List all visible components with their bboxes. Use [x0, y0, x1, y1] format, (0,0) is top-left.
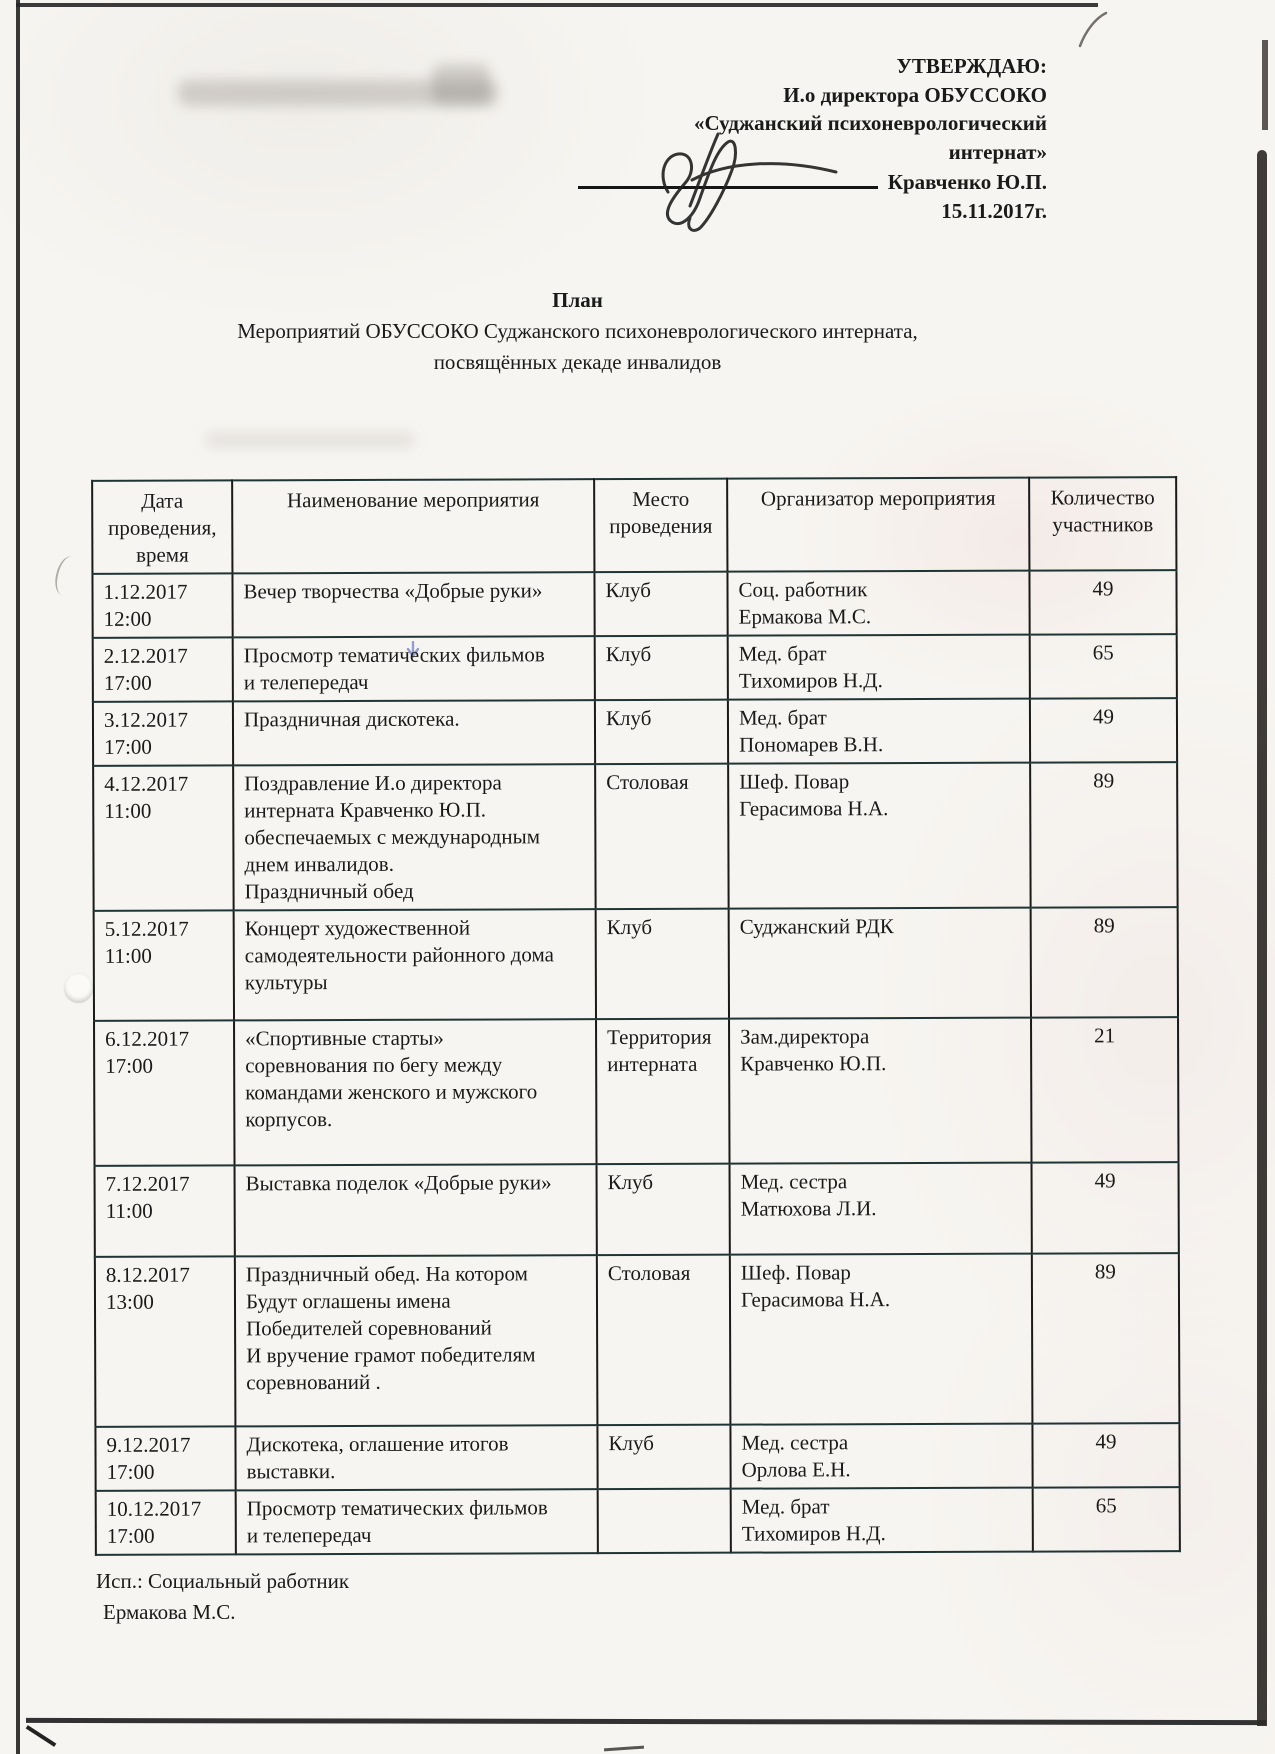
table-row: [95, 1162, 1179, 1257]
events-table-wrap: [91, 476, 1181, 1556]
event-organizer-cell: Шеф. Повар Герасимова Н.А.: [730, 1254, 1033, 1425]
participants-count-cell: 49: [1032, 1423, 1179, 1488]
participants-count-cell: 65: [1030, 634, 1177, 699]
header-cell: Наименование мероприятия: [232, 479, 594, 573]
header-cell: Организатор мероприятия: [727, 478, 1029, 572]
table-row: [96, 1487, 1180, 1555]
event-place-cell: Территория интерната: [596, 1019, 730, 1164]
event-place-cell: Клуб: [595, 700, 728, 764]
participants-count-cell: 21: [1031, 1017, 1179, 1163]
event-name-cell: Просмотр тематических фильмов и телепередач: [236, 1489, 598, 1554]
participants-count-cell: 89: [1030, 762, 1178, 908]
event-name-cell: Вечер творчества «Добрые руки»: [232, 572, 594, 637]
scan-edge-right: [1257, 150, 1267, 1726]
event-datetime-cell: 4.12.2017 11:00: [93, 765, 234, 910]
executor-name: Ермакова М.С.: [103, 1600, 236, 1624]
event-organizer-cell: Шеф. Повар Герасимова Н.А.: [728, 763, 1031, 909]
event-organizer-cell: Соц. работник Ермакова М.С.: [727, 571, 1029, 636]
title-line-1: План: [552, 288, 603, 312]
approval-date: 15.11.2017г.: [941, 198, 1047, 223]
scan-edge-left: [16, 0, 20, 1754]
event-organizer-cell: Суджанский РДК: [729, 908, 1031, 1019]
document-title: [95, 285, 1060, 378]
event-datetime-cell: 9.12.2017 17:00: [95, 1426, 235, 1490]
event-name-cell: Праздничная дискотека.: [233, 700, 595, 765]
scan-edge-top: [16, 3, 1098, 7]
event-organizer-cell: Мед. сестра Матюхова Л.И.: [730, 1163, 1032, 1255]
table-row: [93, 634, 1177, 702]
paper-fold-mark: [51, 554, 82, 598]
participants-count-cell: 49: [1030, 698, 1177, 763]
event-datetime-cell: 3.12.2017 17:00: [93, 701, 233, 765]
event-name-cell: Поздравление И.о директора интерната Кравченко Ю.П. обеспечаемых с международным днем инвалидов. Праздничный обед: [233, 764, 596, 910]
event-name-cell: Просмотр тематических фильмов и телепередач: [233, 636, 595, 701]
table-body: [92, 570, 1179, 1555]
event-datetime-cell: 2.12.2017 17:00: [93, 637, 233, 701]
bleedthrough-smudge: [205, 432, 415, 448]
table-row: [92, 570, 1176, 638]
event-name-cell: Дискотека, оглашение итогов выставки.: [235, 1425, 597, 1490]
event-place-cell: Столовая: [597, 1255, 731, 1425]
table-row: [95, 1253, 1180, 1427]
scan-edge-bottom: [26, 1718, 1266, 1725]
header-cell: Место проведения: [594, 479, 727, 572]
title-line-2: Мероприятий ОБУССОКО Суджанского психоневрологического интерната,: [237, 319, 918, 343]
participants-count-cell: 89: [1032, 1253, 1180, 1424]
event-name-cell: «Спортивные старты» соревнования по бегу между командами женского и мужского корпусов.: [234, 1019, 597, 1165]
event-datetime-cell: 7.12.2017 11:00: [95, 1165, 235, 1256]
event-datetime-cell: 6.12.2017 17:00: [94, 1020, 235, 1165]
event-organizer-cell: Мед. брат Тихомиров Н.Д.: [728, 635, 1030, 700]
event-name-cell: Праздничный обед. На котором Будут оглашены имена Победителей соревнований И вручение грамот победителям соревнований .: [235, 1255, 598, 1426]
title-line-3: посвящённых декаде инвалидов: [433, 350, 722, 374]
scan-bottom-mark: [604, 1746, 644, 1752]
events-table: [91, 476, 1181, 1556]
header-cell: Количество участников: [1029, 477, 1176, 571]
signatory-name: Кравченко Ю.П.: [887, 170, 1047, 194]
approval-line-org-2: интернат»: [948, 139, 1047, 164]
table-row: [93, 698, 1177, 766]
event-datetime-cell: 8.12.2017 13:00: [95, 1256, 236, 1426]
event-organizer-cell: Зам.директора Кравченко Ю.П.: [729, 1018, 1032, 1164]
participants-count-cell: 65: [1033, 1487, 1180, 1552]
event-datetime-cell: 5.12.2017 11:00: [94, 910, 234, 1020]
event-place-cell: Клуб: [597, 1425, 730, 1489]
hole-punch: [64, 974, 93, 1003]
table-row: [93, 762, 1177, 911]
event-place-cell: Клуб: [596, 909, 729, 1019]
participants-count-cell: 49: [1029, 570, 1176, 635]
scan-edge-right-top: [1262, 40, 1268, 130]
event-name-cell: Выставка поделок «Добрые руки»: [235, 1164, 597, 1256]
signature-scribble: [630, 128, 860, 238]
event-place-cell: Клуб: [597, 1164, 730, 1255]
event-organizer-cell: Мед. брат Тихомиров Н.Д.: [731, 1488, 1033, 1553]
table-row: [95, 1423, 1179, 1491]
approval-line-position: И.о директора ОБУССОКО: [783, 82, 1047, 107]
event-place-cell: Клуб: [594, 572, 727, 636]
scan-corner-mark: [26, 1725, 57, 1747]
event-organizer-cell: Мед. сестра Орлова Е.Н.: [730, 1424, 1032, 1489]
executor-block: [96, 1566, 349, 1628]
table-header-row: [92, 477, 1176, 574]
table-row: [94, 1017, 1178, 1166]
participants-count-cell: 49: [1032, 1162, 1179, 1254]
event-organizer-cell: Мед. брат Пономарев В.Н.: [728, 699, 1030, 764]
event-datetime-cell: 1.12.2017 12:00: [92, 573, 232, 637]
approval-line-approve: УТВЕРЖДАЮ:: [896, 54, 1047, 78]
header-cell: Дата проведения, время: [92, 480, 232, 573]
event-place-cell: Клуб: [595, 636, 728, 700]
event-datetime-cell: 10.12.2017 17:00: [96, 1490, 236, 1554]
table-row: [94, 907, 1178, 1021]
event-place-cell: Столовая: [595, 764, 729, 909]
event-name-cell: Концерт художественной самодеятельности районного дома культуры: [234, 909, 596, 1020]
participants-count-cell: 89: [1031, 907, 1178, 1018]
pen-mark: [1076, 10, 1110, 50]
executor-role: Исп.: Социальный работник: [96, 1569, 350, 1593]
event-place-cell: [598, 1489, 731, 1553]
approval-line-org-1: «Суджанский психоневрологический: [694, 111, 1047, 135]
